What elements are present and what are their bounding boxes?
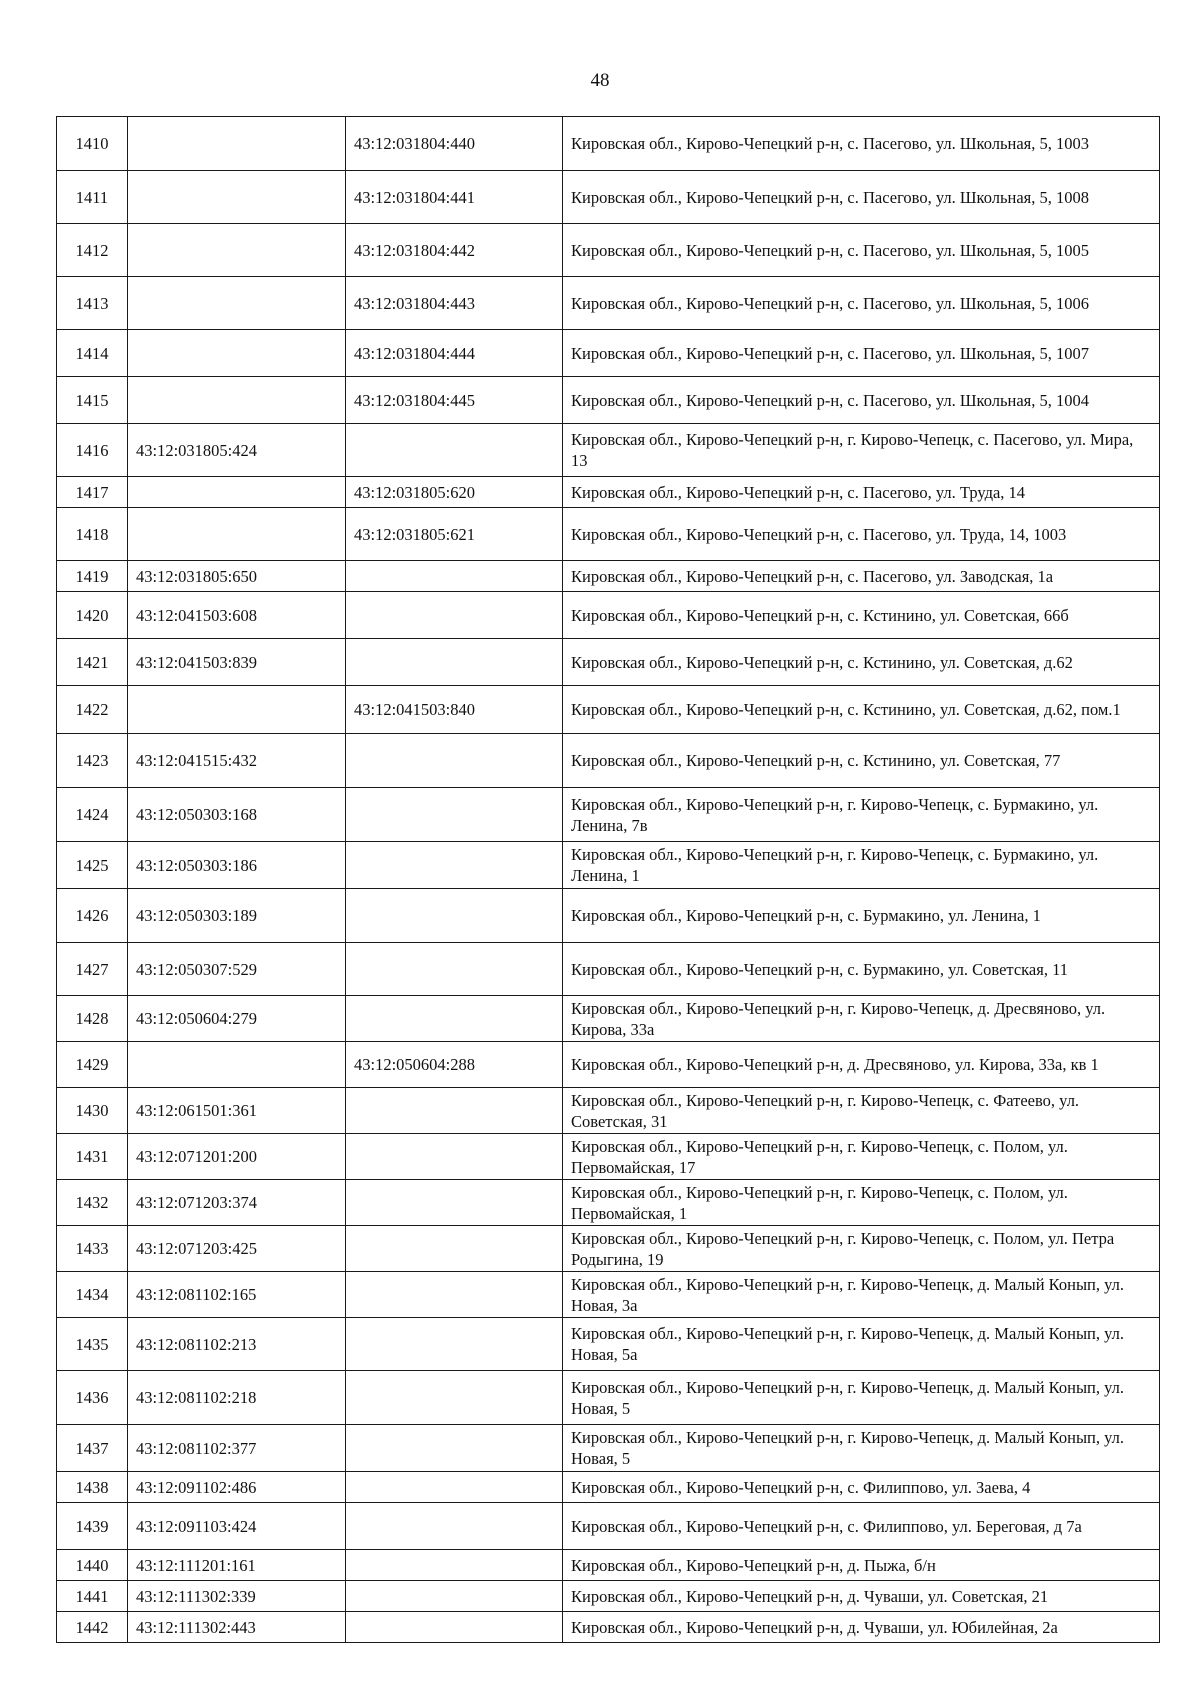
table-row bbox=[57, 277, 1160, 330]
table-row bbox=[57, 1550, 1160, 1581]
table-row bbox=[57, 889, 1160, 943]
row-number-cell: 1441 bbox=[57, 1581, 128, 1612]
land-cadastral-number-cell bbox=[128, 508, 346, 561]
building-cadastral-number-cell bbox=[346, 1550, 563, 1581]
address-cell: Кировская обл., Кирово-Чепецкий р-н, с. Кстинино, ул. Советская, 77 bbox=[563, 734, 1160, 788]
building-cadastral-number-cell: 43:12:031805:620 bbox=[346, 477, 563, 508]
table-row bbox=[57, 1088, 1160, 1134]
table-row bbox=[57, 1581, 1160, 1612]
land-cadastral-number-cell: 43:12:041503:839 bbox=[128, 639, 346, 686]
table-row bbox=[57, 1503, 1160, 1550]
address-cell: Кировская обл., Кирово-Чепецкий р-н, с. Кстинино, ул. Советская, 66б bbox=[563, 592, 1160, 639]
table-row bbox=[57, 639, 1160, 686]
address-cell: Кировская обл., Кирово-Чепецкий р-н, с. Пасегово, ул. Заводская, 1а bbox=[563, 561, 1160, 592]
table-row bbox=[57, 377, 1160, 424]
land-cadastral-number-cell: 43:12:031805:424 bbox=[128, 424, 346, 477]
building-cadastral-number-cell bbox=[346, 734, 563, 788]
address-cell: Кировская обл., Кирово-Чепецкий р-н, с. Пасегово, ул. Школьная, 5, 1006 bbox=[563, 277, 1160, 330]
table-row bbox=[57, 117, 1160, 171]
table-row bbox=[57, 224, 1160, 277]
row-number-cell: 1418 bbox=[57, 508, 128, 561]
row-number-cell: 1433 bbox=[57, 1226, 128, 1272]
building-cadastral-number-cell: 43:12:031804:441 bbox=[346, 171, 563, 224]
address-cell: Кировская обл., Кирово-Чепецкий р-н, г. Кирово-Чепецк, с. Полом, ул. Первомайская, 1 bbox=[563, 1180, 1160, 1226]
land-cadastral-number-cell bbox=[128, 686, 346, 734]
building-cadastral-number-cell bbox=[346, 996, 563, 1042]
table-row bbox=[57, 686, 1160, 734]
land-cadastral-number-cell: 43:12:041503:608 bbox=[128, 592, 346, 639]
land-cadastral-number-cell: 43:12:091103:424 bbox=[128, 1503, 346, 1550]
row-number-cell: 1411 bbox=[57, 171, 128, 224]
address-cell: Кировская обл., Кирово-Чепецкий р-н, г. Кирово-Чепецк, с. Бурмакино, ул. Ленина, 7в bbox=[563, 788, 1160, 842]
address-cell: Кировская обл., Кирово-Чепецкий р-н, с. Пасегово, ул. Труда, 14 bbox=[563, 477, 1160, 508]
land-cadastral-number-cell bbox=[128, 224, 346, 277]
address-cell: Кировская обл., Кирово-Чепецкий р-н, г. Кирово-Чепецк, с. Фатеево, ул. Советская, 31 bbox=[563, 1088, 1160, 1134]
building-cadastral-number-cell: 43:12:031805:621 bbox=[346, 508, 563, 561]
building-cadastral-number-cell bbox=[346, 1134, 563, 1180]
row-number-cell: 1420 bbox=[57, 592, 128, 639]
table-row bbox=[57, 788, 1160, 842]
building-cadastral-number-cell: 43:12:031804:445 bbox=[346, 377, 563, 424]
address-cell: Кировская обл., Кирово-Чепецкий р-н, с. Бурмакино, ул. Советская, 11 bbox=[563, 943, 1160, 996]
address-cell: Кировская обл., Кирово-Чепецкий р-н, с. Кстинино, ул. Советская, д.62, пом.1 bbox=[563, 686, 1160, 734]
row-number-cell: 1434 bbox=[57, 1272, 128, 1318]
address-cell: Кировская обл., Кирово-Чепецкий р-н, д. Дресвяново, ул. Кирова, 33а, кв 1 bbox=[563, 1042, 1160, 1088]
page-number: 48 bbox=[590, 70, 610, 91]
address-cell: Кировская обл., Кирово-Чепецкий р-н, г. Кирово-Чепецк, д. Малый Конып, ул. Новая, 5 bbox=[563, 1425, 1160, 1472]
address-cell: Кировская обл., Кирово-Чепецкий р-н, г. Кирово-Чепецк, с. Полом, ул. Петра Родыгина, 19 bbox=[563, 1226, 1160, 1272]
table-row bbox=[57, 424, 1160, 477]
building-cadastral-number-cell bbox=[346, 889, 563, 943]
building-cadastral-number-cell bbox=[346, 1272, 563, 1318]
land-cadastral-number-cell bbox=[128, 117, 346, 171]
land-cadastral-number-cell: 43:12:081102:213 bbox=[128, 1318, 346, 1371]
building-cadastral-number-cell: 43:12:041503:840 bbox=[346, 686, 563, 734]
row-number-cell: 1442 bbox=[57, 1612, 128, 1643]
row-number-cell: 1432 bbox=[57, 1180, 128, 1226]
address-cell: Кировская обл., Кирово-Чепецкий р-н, д. Чуваши, ул. Советская, 21 bbox=[563, 1581, 1160, 1612]
building-cadastral-number-cell: 43:12:031804:440 bbox=[346, 117, 563, 171]
address-cell: Кировская обл., Кирово-Чепецкий р-н, г. Кирово-Чепецк, д. Малый Конып, ул. Новая, 5 bbox=[563, 1371, 1160, 1425]
building-cadastral-number-cell: 43:12:031804:443 bbox=[346, 277, 563, 330]
row-number-cell: 1414 bbox=[57, 330, 128, 377]
building-cadastral-number-cell bbox=[346, 1371, 563, 1425]
address-cell: Кировская обл., Кирово-Чепецкий р-н, д. Пыжа, б/н bbox=[563, 1550, 1160, 1581]
registry-table-body bbox=[57, 117, 1160, 1643]
address-cell: Кировская обл., Кирово-Чепецкий р-н, г. Кирово-Чепецк, д. Малый Конып, ул. Новая, 3а bbox=[563, 1272, 1160, 1318]
table-row bbox=[57, 561, 1160, 592]
building-cadastral-number-cell bbox=[346, 1612, 563, 1643]
land-cadastral-number-cell bbox=[128, 477, 346, 508]
address-cell: Кировская обл., Кирово-Чепецкий р-н, с. Пасегово, ул. Школьная, 5, 1007 bbox=[563, 330, 1160, 377]
land-cadastral-number-cell: 43:12:061501:361 bbox=[128, 1088, 346, 1134]
land-cadastral-number-cell: 43:12:081102:377 bbox=[128, 1425, 346, 1472]
building-cadastral-number-cell bbox=[346, 592, 563, 639]
row-number-cell: 1431 bbox=[57, 1134, 128, 1180]
row-number-cell: 1426 bbox=[57, 889, 128, 943]
table-row bbox=[57, 1425, 1160, 1472]
building-cadastral-number-cell bbox=[346, 1472, 563, 1503]
land-cadastral-number-cell: 43:12:031805:650 bbox=[128, 561, 346, 592]
land-cadastral-number-cell: 43:12:050604:279 bbox=[128, 996, 346, 1042]
row-number-cell: 1439 bbox=[57, 1503, 128, 1550]
table-row bbox=[57, 996, 1160, 1042]
building-cadastral-number-cell bbox=[346, 561, 563, 592]
land-cadastral-number-cell: 43:12:050303:186 bbox=[128, 842, 346, 889]
land-cadastral-number-cell: 43:12:091102:486 bbox=[128, 1472, 346, 1503]
table-row bbox=[57, 592, 1160, 639]
row-number-cell: 1423 bbox=[57, 734, 128, 788]
land-cadastral-number-cell: 43:12:050303:168 bbox=[128, 788, 346, 842]
table-row bbox=[57, 1612, 1160, 1643]
table-row bbox=[57, 508, 1160, 561]
building-cadastral-number-cell bbox=[346, 1088, 563, 1134]
row-number-cell: 1428 bbox=[57, 996, 128, 1042]
address-cell: Кировская обл., Кирово-Чепецкий р-н, д. Чуваши, ул. Юбилейная, 2а bbox=[563, 1612, 1160, 1643]
land-cadastral-number-cell: 43:12:050303:189 bbox=[128, 889, 346, 943]
table-row bbox=[57, 734, 1160, 788]
building-cadastral-number-cell bbox=[346, 842, 563, 889]
row-number-cell: 1424 bbox=[57, 788, 128, 842]
land-cadastral-number-cell bbox=[128, 330, 346, 377]
building-cadastral-number-cell: 43:12:031804:442 bbox=[346, 224, 563, 277]
land-cadastral-number-cell: 43:12:071203:374 bbox=[128, 1180, 346, 1226]
table-row bbox=[57, 477, 1160, 508]
table-row bbox=[57, 1472, 1160, 1503]
building-cadastral-number-cell bbox=[346, 424, 563, 477]
address-cell: Кировская обл., Кирово-Чепецкий р-н, г. Кирово-Чепецк, с. Пасегово, ул. Мира, 13 bbox=[563, 424, 1160, 477]
land-cadastral-number-cell: 43:12:081102:218 bbox=[128, 1371, 346, 1425]
land-cadastral-number-cell: 43:12:041515:432 bbox=[128, 734, 346, 788]
building-cadastral-number-cell: 43:12:031804:444 bbox=[346, 330, 563, 377]
row-number-cell: 1410 bbox=[57, 117, 128, 171]
land-cadastral-number-cell: 43:12:071201:200 bbox=[128, 1134, 346, 1180]
address-cell: Кировская обл., Кирово-Чепецкий р-н, с. Пасегово, ул. Школьная, 5, 1005 bbox=[563, 224, 1160, 277]
table-row bbox=[57, 1371, 1160, 1425]
land-cadastral-number-cell: 43:12:111302:339 bbox=[128, 1581, 346, 1612]
address-cell: Кировская обл., Кирово-Чепецкий р-н, с. Филиппово, ул. Береговая, д 7а bbox=[563, 1503, 1160, 1550]
building-cadastral-number-cell bbox=[346, 788, 563, 842]
table-row bbox=[57, 1272, 1160, 1318]
building-cadastral-number-cell bbox=[346, 1425, 563, 1472]
address-cell: Кировская обл., Кирово-Чепецкий р-н, с. Филиппово, ул. Заева, 4 bbox=[563, 1472, 1160, 1503]
table-row bbox=[57, 1042, 1160, 1088]
table-row bbox=[57, 842, 1160, 889]
address-cell: Кировская обл., Кирово-Чепецкий р-н, с. Пасегово, ул. Школьная, 5, 1003 bbox=[563, 117, 1160, 171]
row-number-cell: 1425 bbox=[57, 842, 128, 889]
land-cadastral-number-cell: 43:12:050307:529 bbox=[128, 943, 346, 996]
address-cell: Кировская обл., Кирово-Чепецкий р-н, с. Бурмакино, ул. Ленина, 1 bbox=[563, 889, 1160, 943]
row-number-cell: 1427 bbox=[57, 943, 128, 996]
row-number-cell: 1421 bbox=[57, 639, 128, 686]
table-row bbox=[57, 330, 1160, 377]
land-cadastral-number-cell: 43:12:071203:425 bbox=[128, 1226, 346, 1272]
table-row bbox=[57, 1134, 1160, 1180]
row-number-cell: 1440 bbox=[57, 1550, 128, 1581]
row-number-cell: 1438 bbox=[57, 1472, 128, 1503]
land-cadastral-number-cell bbox=[128, 171, 346, 224]
address-cell: Кировская обл., Кирово-Чепецкий р-н, с. Кстинино, ул. Советская, д.62 bbox=[563, 639, 1160, 686]
row-number-cell: 1435 bbox=[57, 1318, 128, 1371]
address-cell: Кировская обл., Кирово-Чепецкий р-н, г. Кирово-Чепецк, с. Полом, ул. Первомайская, 17 bbox=[563, 1134, 1160, 1180]
address-cell: Кировская обл., Кирово-Чепецкий р-н, г. Кирово-Чепецк, д. Малый Конып, ул. Новая, 5а bbox=[563, 1318, 1160, 1371]
registry-table bbox=[56, 116, 1160, 1643]
land-cadastral-number-cell bbox=[128, 377, 346, 424]
building-cadastral-number-cell bbox=[346, 943, 563, 996]
address-cell: Кировская обл., Кирово-Чепецкий р-н, с. Пасегово, ул. Школьная, 5, 1004 bbox=[563, 377, 1160, 424]
table-row bbox=[57, 1180, 1160, 1226]
address-cell: Кировская обл., Кирово-Чепецкий р-н, с. Пасегово, ул. Школьная, 5, 1008 bbox=[563, 171, 1160, 224]
address-cell: Кировская обл., Кирово-Чепецкий р-н, г. Кирово-Чепецк, д. Дресвяново, ул. Кирова, 33а bbox=[563, 996, 1160, 1042]
table-row bbox=[57, 1318, 1160, 1371]
building-cadastral-number-cell bbox=[346, 1503, 563, 1550]
row-number-cell: 1430 bbox=[57, 1088, 128, 1134]
address-cell: Кировская обл., Кирово-Чепецкий р-н, г. Кирово-Чепецк, с. Бурмакино, ул. Ленина, 1 bbox=[563, 842, 1160, 889]
row-number-cell: 1419 bbox=[57, 561, 128, 592]
building-cadastral-number-cell: 43:12:050604:288 bbox=[346, 1042, 563, 1088]
land-cadastral-number-cell bbox=[128, 1042, 346, 1088]
row-number-cell: 1429 bbox=[57, 1042, 128, 1088]
land-cadastral-number-cell: 43:12:111201:161 bbox=[128, 1550, 346, 1581]
row-number-cell: 1417 bbox=[57, 477, 128, 508]
table-row bbox=[57, 943, 1160, 996]
row-number-cell: 1416 bbox=[57, 424, 128, 477]
table-row bbox=[57, 171, 1160, 224]
building-cadastral-number-cell bbox=[346, 1581, 563, 1612]
land-cadastral-number-cell: 43:12:081102:165 bbox=[128, 1272, 346, 1318]
land-cadastral-number-cell bbox=[128, 277, 346, 330]
row-number-cell: 1422 bbox=[57, 686, 128, 734]
building-cadastral-number-cell bbox=[346, 1226, 563, 1272]
building-cadastral-number-cell bbox=[346, 1180, 563, 1226]
row-number-cell: 1415 bbox=[57, 377, 128, 424]
address-cell: Кировская обл., Кирово-Чепецкий р-н, с. Пасегово, ул. Труда, 14, 1003 bbox=[563, 508, 1160, 561]
table-row bbox=[57, 1226, 1160, 1272]
land-cadastral-number-cell: 43:12:111302:443 bbox=[128, 1612, 346, 1643]
row-number-cell: 1436 bbox=[57, 1371, 128, 1425]
building-cadastral-number-cell bbox=[346, 1318, 563, 1371]
building-cadastral-number-cell bbox=[346, 639, 563, 686]
row-number-cell: 1412 bbox=[57, 224, 128, 277]
row-number-cell: 1413 bbox=[57, 277, 128, 330]
row-number-cell: 1437 bbox=[57, 1425, 128, 1472]
